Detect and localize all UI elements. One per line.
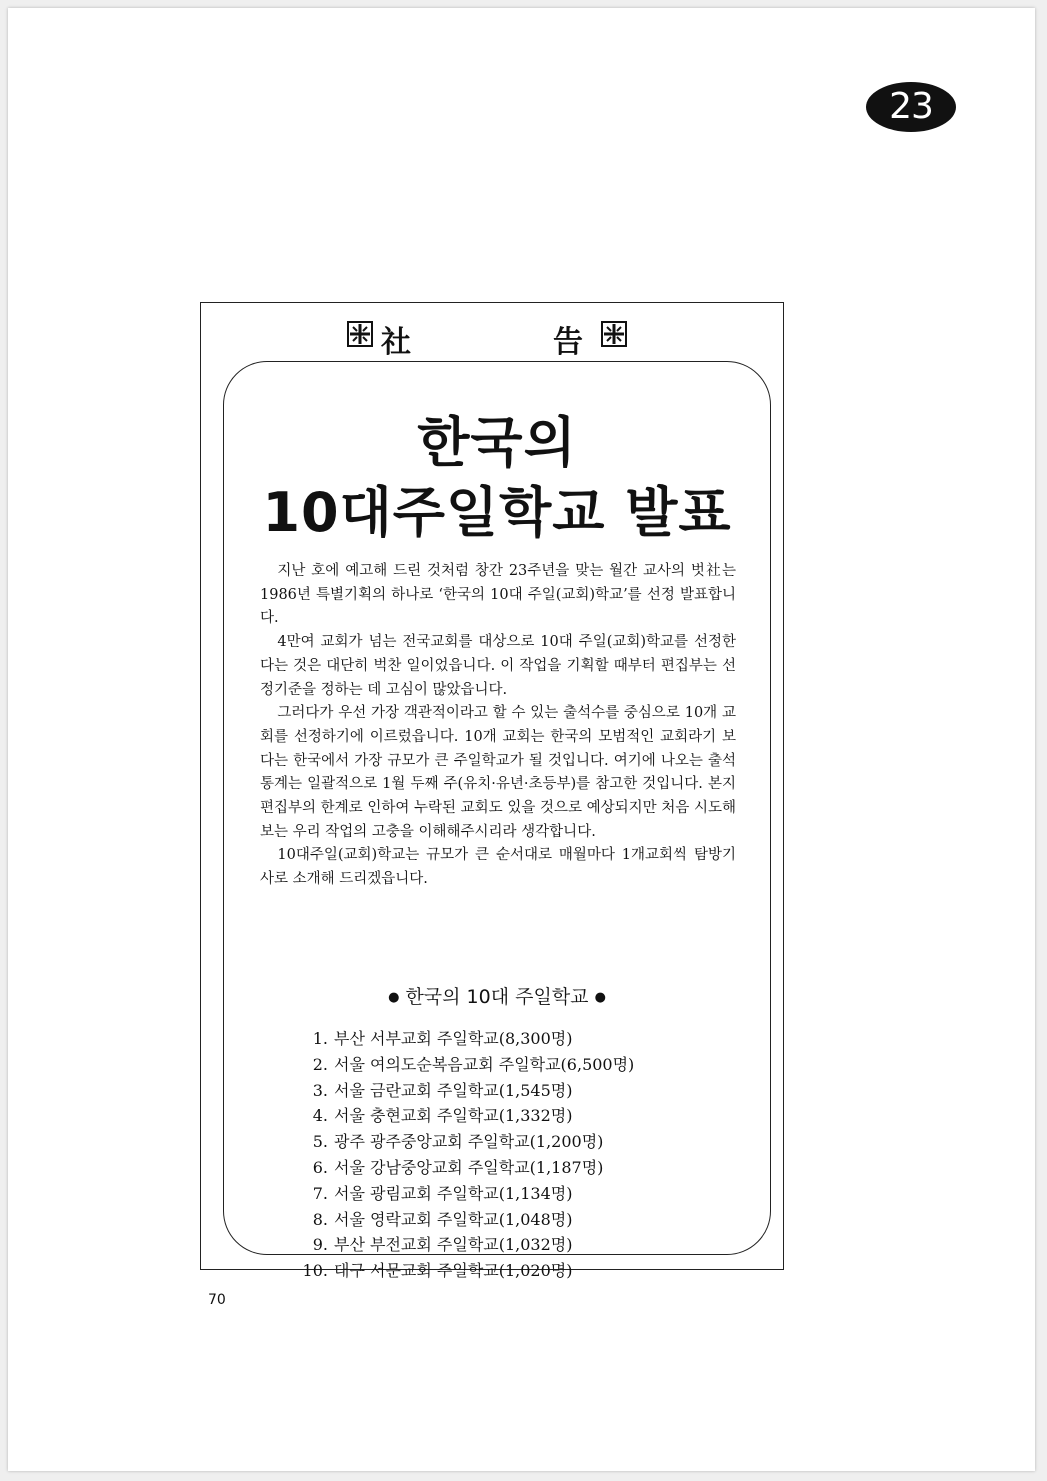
school-entry: 서울 충현교회 주일학교(1,332명) <box>334 1106 573 1126</box>
paragraph: 10대주일(교회)학교는 규모가 큰 순서대로 매월마다 1개교회씩 탐방기사로 소개해 드리겠읍니다. <box>260 847 736 888</box>
page-number: 70 <box>208 1292 226 1308</box>
rank: 7. <box>312 1183 328 1203</box>
header-char-company: 社 <box>381 325 411 360</box>
school-entry: 서울 강남중앙교회 주일학교(1,187명) <box>334 1157 604 1177</box>
list-item <box>292 1232 634 1258</box>
school-list <box>292 1026 634 1284</box>
rank: 3. <box>312 1080 328 1100</box>
page <box>8 8 1035 1471</box>
list-item <box>292 1052 634 1078</box>
school-entry: 부산 서부교회 주일학교(8,300명) <box>334 1029 573 1048</box>
list-item <box>292 1026 634 1052</box>
rank: 6. <box>312 1157 328 1177</box>
school-entry: 서울 광림교회 주일학교(1,134명) <box>334 1183 573 1203</box>
ornament-icon <box>601 321 627 347</box>
school-entry: 부산 부전교회 주일학교(1,032명) <box>334 1235 573 1255</box>
bullet-icon: ● <box>594 990 606 1005</box>
paragraph: 4만여 교회가 넘는 전국교회를 대상으로 10대 주일(교회)학교를 선정한다는 것은 대단히 벅찬 일이었읍니다. 이 작업을 기획할 때부터 편집부는 선정기준을 정하는 데 고심이 많았읍니다. <box>260 634 736 698</box>
list-item <box>292 1078 634 1104</box>
list-item <box>292 1129 634 1155</box>
school-entry: 광주 광주중앙교회 주일학교(1,200명) <box>334 1132 604 1152</box>
school-entry: 대구 서문교회 주일학교(1,020명) <box>334 1261 573 1281</box>
rank: 8. <box>312 1209 328 1229</box>
announcement-box <box>223 361 771 1281</box>
rank: 9. <box>312 1235 328 1255</box>
title-line-1: 한국의 <box>417 411 577 474</box>
bullet-icon: ● <box>388 990 400 1005</box>
rank: 2. <box>312 1054 328 1074</box>
announcement-frame <box>200 302 784 1281</box>
rank: 5. <box>312 1132 328 1152</box>
rank: 1. <box>312 1029 328 1048</box>
school-entry: 서울 여의도순복음교회 주일학교(6,500명) <box>334 1054 635 1074</box>
school-entry: 서울 영락교회 주일학교(1,048명) <box>334 1209 573 1229</box>
list-heading-text: 한국의 10대 주일학교 <box>405 986 589 1008</box>
paragraph: 그러다가 우선 가장 객관적이라고 할 수 있는 출석수를 중심으로 10개 교회를 선정하기에 이르렀읍니다. 10개 교회는 한국의 모범적인 교회라기 보다는 한국에서 가장 규모가 큰 주일학교가 될 것입니다. 여기에 나오는 출석통계는 일괄적으로 1월 두째 주(유치·유년·초등부)를 참고한 것입니다. 본지 편집부의 한계로 인하여 누락된 교회도 있을 것으로 예상되지만 처음 시도해 보는 우리 작업의 고충을 이해해주시리라 생각합니다. <box>260 705 736 840</box>
list-item <box>292 1207 634 1233</box>
list-item <box>292 1181 634 1207</box>
paragraph: 지난 호에 예고해 드린 것처럼 창간 23주년을 맞는 월간 교사의 벗社는 1986년 특별기획의 하나로 ‘한국의 10대 주일(교회)학교’를 선정 발표합니다. <box>260 563 736 627</box>
announcement-body <box>260 560 736 892</box>
school-entry: 서울 금란교회 주일학교(1,545명) <box>334 1080 573 1100</box>
title-line-2: 10대주일학교 발표 <box>262 481 732 544</box>
rank: 4. <box>312 1106 328 1126</box>
list-heading <box>224 982 770 1009</box>
header-char-notice: 告 <box>553 325 583 360</box>
rank: 10. <box>302 1261 328 1281</box>
list-item <box>292 1258 634 1284</box>
issue-number-badge: 23 <box>866 82 956 132</box>
announcement-header <box>201 317 783 360</box>
ornament-icon <box>347 321 373 347</box>
list-item <box>292 1155 634 1181</box>
list-item <box>292 1103 634 1129</box>
